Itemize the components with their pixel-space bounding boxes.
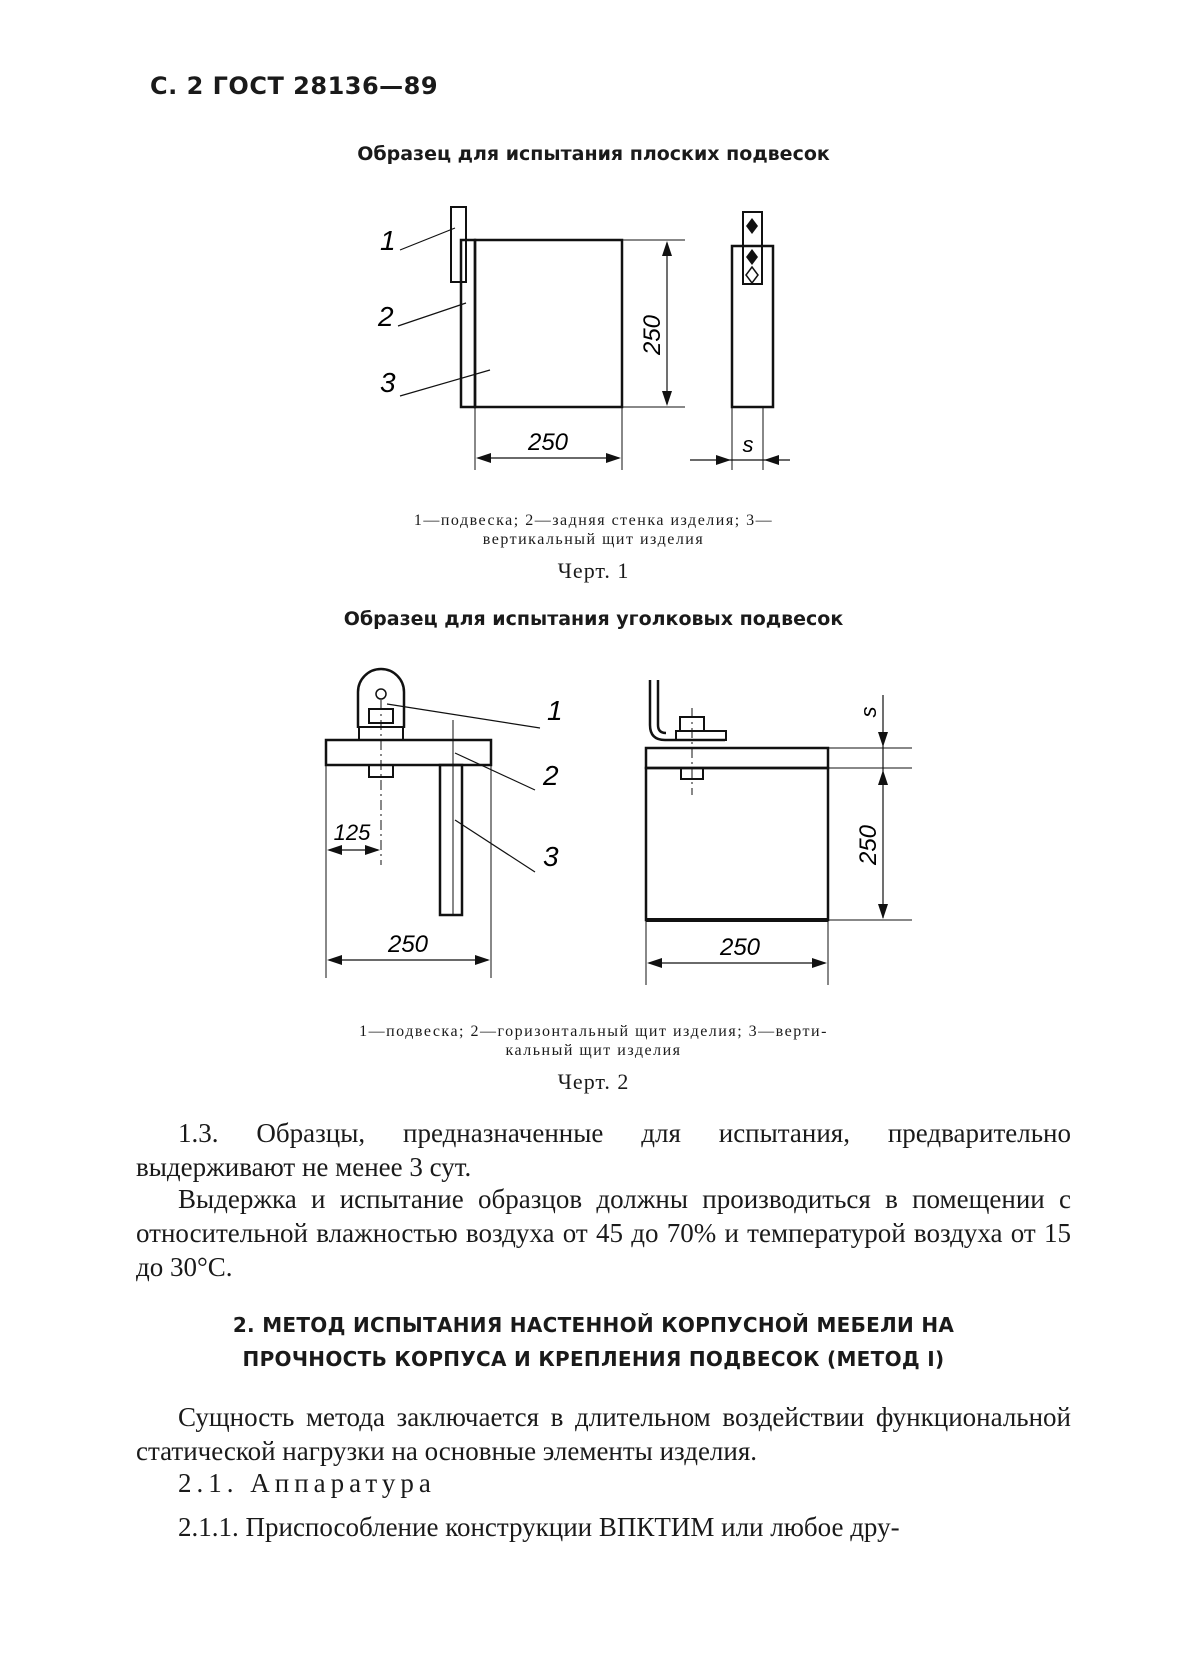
fig2-label-1: 1 [547, 695, 563, 726]
paragraph-1-3-b-text: Выдержка и испытание образцов должны производиться в помещении с относительной влажностью воздуха от 45 до 70% и температурой воздуха от 15 до 30°С. [136, 1184, 1071, 1282]
fig1-dim-s: s [742, 432, 754, 457]
fig2-offset-arrow-right [365, 845, 380, 855]
paragraph-1-3-b [136, 1182, 1071, 1284]
fig2-dim-width-right: 250 [719, 934, 761, 961]
figure1-caption-line1: 1—подвеска; 2—задняя стенка изделия; 3— [413, 512, 774, 529]
fig2-hanger-hole [376, 689, 386, 699]
fig2-horizontal-panel [326, 740, 491, 765]
fig2-right-arrow-right [812, 958, 827, 968]
fig2-h-arrow-down [878, 904, 888, 919]
fig1-dim-height: 250 [639, 314, 666, 356]
fig2-side-hanger-inner [658, 680, 666, 733]
fig2-label-2: 2 [543, 760, 559, 791]
figure2-title: Образец для испытания уголковых подвесок [343, 608, 844, 630]
paragraph-1-3-text: 1.3. Образцы, предназначенные для испытания, предварительно выдерживают не менее 3 сут. [136, 1118, 1071, 1182]
figure1-title: Образец для испытания плоских подвесок [357, 143, 830, 165]
section2-intro [136, 1400, 1071, 1468]
fig2-dim-height: 250 [855, 824, 882, 866]
fig2-offset-arrow-left [327, 845, 342, 855]
fig2-side-bracket [676, 731, 726, 740]
section2-heading-line2: ПРОЧНОСТЬ КОРПУСА И КРЕПЛЕНИЯ ПОДВЕСОК (МЕТОД I) [242, 1347, 945, 1371]
fig2-leader-3 [455, 820, 535, 872]
fig1-label-1: 1 [380, 225, 396, 256]
item-2-1-text: 2.1. Аппаратура [178, 1468, 436, 1498]
fig2-left-arrow-right [475, 955, 490, 965]
fig2-h-arrow-up [878, 770, 888, 785]
fig2-right-arrow-left [647, 958, 662, 968]
figure2-caption-line2: кальный щит изделия [505, 1042, 682, 1059]
fig2-dim-offset: 125 [333, 820, 371, 845]
fig2-leader-1 [387, 704, 540, 728]
fig2-side-panel [646, 768, 828, 920]
fig2-side-top-panel [646, 748, 828, 768]
fig2-label-3: 3 [543, 841, 559, 872]
fig2-vertical-panel [440, 765, 462, 915]
figure2-caption-line1: 1—подвеска; 2—горизонтальный щит изделия; 3—верти- [359, 1023, 828, 1040]
fig2-left-arrow-left [327, 955, 342, 965]
fig1-label-3: 3 [380, 367, 396, 398]
item-2-1-1 [136, 1510, 1071, 1544]
page-header: С. 2 ГОСТ 28136—89 [150, 72, 439, 100]
fig2-dim-width-left: 250 [387, 931, 429, 958]
section2-intro-text: Сущность метода заключается в длительном воздействии функциональной статической нагрузки на основные элементы изделия. [136, 1402, 1071, 1466]
figure1-label: Черт. 1 [557, 558, 630, 583]
paragraph-1-3 [136, 1116, 1071, 1184]
fig2-dim-s: s [856, 706, 881, 718]
fig2-leader-2 [455, 753, 535, 790]
item-2-1-1-text: 2.1.1. Приспособление конструкции ВПКТИМ или любое дру- [178, 1512, 900, 1542]
fig1-dim-width: 250 [527, 429, 569, 456]
fig1-label-2: 2 [378, 301, 394, 332]
figure1-caption-line2: вертикальный щит изделия [482, 531, 705, 548]
figure2-label: Черт. 2 [557, 1069, 630, 1094]
item-2-1 [136, 1466, 1071, 1500]
section2-heading-line1: 2. МЕТОД ИСПЫТАНИЯ НАСТЕННОЙ КОРПУСНОЙ МЕБЕЛИ НА [232, 1313, 955, 1337]
fig2-s-arrow [878, 732, 888, 747]
